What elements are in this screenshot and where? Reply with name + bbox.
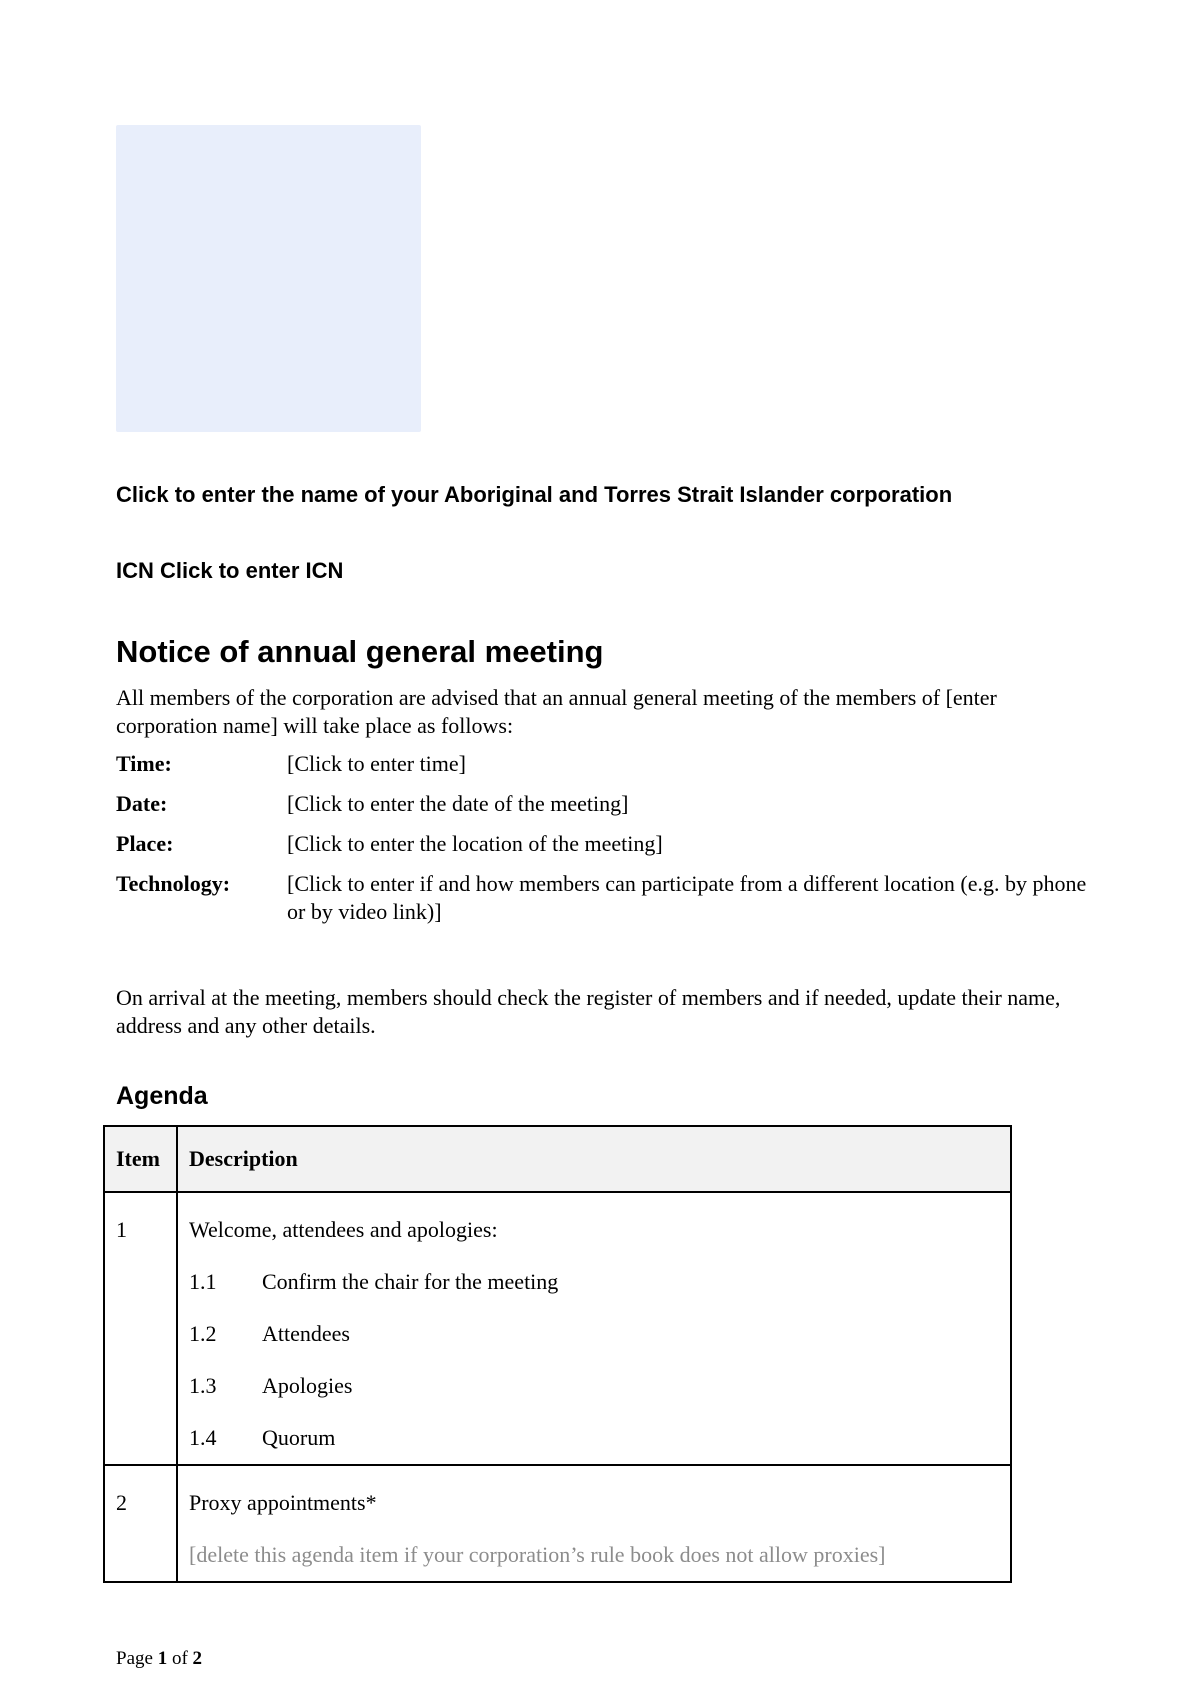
- date-label: Date:: [116, 791, 168, 816]
- detail-row-time: [116, 750, 1101, 778]
- total-pages-number: 2: [192, 1648, 203, 1669]
- corporation-name-field[interactable]: [116, 482, 952, 508]
- of-word: of: [171, 1648, 188, 1669]
- subitem-text: Apologies: [262, 1373, 353, 1398]
- subitem-text: Attendees: [262, 1321, 350, 1346]
- table-row: [104, 1192, 1011, 1465]
- item-number: 2: [104, 1465, 177, 1582]
- page-footer: [116, 1648, 202, 1670]
- detail-row-technology: [116, 870, 1101, 926]
- technology-field[interactable]: [Click to enter if and how members can participate from a different location (e.g. by phone or by video link)]: [287, 871, 1087, 924]
- corporation-name-placeholder[interactable]: Click to enter the name of your Aboriginal and Torres Strait Islander corporation: [116, 482, 953, 507]
- date-field[interactable]: [Click to enter the date of the meeting]: [287, 791, 629, 816]
- item-number: 1: [104, 1192, 177, 1465]
- agenda-heading: Agenda: [116, 1082, 208, 1110]
- subitem-text: Confirm the chair for the meeting: [262, 1269, 559, 1294]
- time-label: Time:: [116, 751, 172, 776]
- item-description-text: Welcome, attendees and apologies:: [189, 1217, 498, 1242]
- subitem: [189, 1256, 999, 1308]
- meeting-details: [116, 750, 1101, 938]
- subitem-text: Quorum: [262, 1425, 336, 1450]
- agenda-header-row: [104, 1126, 1011, 1192]
- agenda-table: [103, 1125, 1012, 1583]
- detail-row-date: [116, 790, 1101, 818]
- subitem-number: 1.4: [189, 1425, 217, 1450]
- intro-paragraph: All members of the corporation are advised that an annual general meeting of the members of [enter corporation name] will take place as follows:: [116, 685, 997, 738]
- icn-line: [116, 558, 343, 584]
- logo-placeholder[interactable]: [116, 125, 421, 432]
- arrival-note: On arrival at the meeting, members should check the register of members and if needed, update their name, address and any other details.: [116, 985, 1061, 1038]
- subitem: [189, 1308, 999, 1360]
- column-header-description: Description: [177, 1126, 1011, 1192]
- icn-label: ICN: [116, 558, 154, 583]
- item-description-text: Proxy appointments*: [189, 1490, 377, 1515]
- subitem-number: 1.2: [189, 1321, 217, 1346]
- subitem: [189, 1360, 999, 1412]
- icn-field[interactable]: Click to enter ICN: [160, 558, 344, 583]
- subitem-number: 1.3: [189, 1373, 217, 1398]
- table-row: [104, 1465, 1011, 1582]
- subitem-number: 1.1: [189, 1269, 217, 1294]
- page-title: Notice of annual general meeting: [116, 634, 604, 669]
- subitem: [189, 1412, 999, 1464]
- technology-label: Technology:: [116, 871, 231, 896]
- place-label: Place:: [116, 831, 174, 856]
- item-description: [177, 1465, 1011, 1582]
- item-description: [177, 1192, 1011, 1465]
- place-field[interactable]: [Click to enter the location of the meeting]: [287, 831, 663, 856]
- proxy-note: [delete this agenda item if your corporation’s rule book does not allow proxies]: [189, 1542, 886, 1567]
- current-page-number: 1: [157, 1648, 168, 1669]
- column-header-item: Item: [104, 1126, 177, 1192]
- page-word: Page: [116, 1648, 153, 1669]
- time-field[interactable]: [Click to enter time]: [287, 751, 466, 776]
- detail-row-place: [116, 830, 1101, 858]
